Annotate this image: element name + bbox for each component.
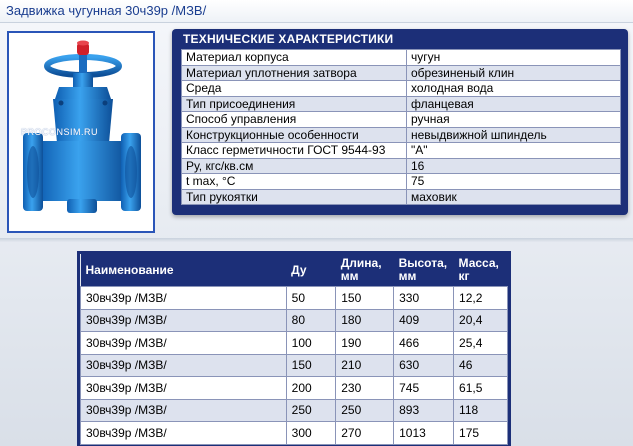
header-length: Длина, мм [336, 254, 394, 287]
cell-mass: 46 [454, 354, 508, 377]
spec-row [182, 189, 621, 205]
table-row [81, 287, 508, 310]
header-mass: Масса, кг [454, 254, 508, 287]
cell-height: 409 [394, 309, 454, 332]
cell-name: 30вч39р /МЗВ/ [81, 354, 287, 377]
cell-length: 250 [336, 399, 394, 422]
page-title: Задвижка чугунная 30ч39р /МЗВ/ [6, 3, 207, 18]
spec-row [182, 174, 621, 190]
spec-row [182, 65, 621, 81]
spec-value: ручная [407, 112, 621, 128]
cell-height: 466 [394, 332, 454, 355]
cell-height: 1013 [394, 422, 454, 445]
spec-row [182, 143, 621, 159]
table-row [81, 377, 508, 400]
spec-row [182, 81, 621, 97]
cell-name: 30вч39р /МЗВ/ [81, 377, 287, 400]
cell-dn: 200 [286, 377, 336, 400]
cell-name: 30вч39р /МЗВ/ [81, 287, 287, 310]
section-divider [0, 238, 633, 242]
header-name: Наименование [81, 254, 287, 287]
cell-dn: 150 [286, 354, 336, 377]
spec-value: 16 [407, 158, 621, 174]
spec-value: обрезиненый клин [407, 65, 621, 81]
cell-dn: 50 [286, 287, 336, 310]
table-row [81, 332, 508, 355]
cell-length: 190 [336, 332, 394, 355]
table-row [81, 422, 508, 445]
spec-value: фланцевая [407, 96, 621, 112]
cell-dn: 300 [286, 422, 336, 445]
spec-key: Тип рукоятки [182, 189, 407, 205]
header-height: Высота, мм [394, 254, 454, 287]
cell-dn: 100 [286, 332, 336, 355]
cell-length: 230 [336, 377, 394, 400]
spec-value: маховик [407, 189, 621, 205]
cell-height: 745 [394, 377, 454, 400]
cell-dn: 80 [286, 309, 336, 332]
spec-key: Способ управления [182, 112, 407, 128]
spec-key: Конструкционные особенности [182, 127, 407, 143]
cell-length: 150 [336, 287, 394, 310]
cell-mass: 175 [454, 422, 508, 445]
watermark-text: PROCONSIM.RU [21, 127, 99, 137]
title-bar [0, 0, 633, 23]
spec-value: чугун [407, 50, 621, 66]
cell-name: 30вч39р /МЗВ/ [81, 422, 287, 445]
spec-key: t max, °С [182, 174, 407, 190]
table-row [81, 354, 508, 377]
cell-length: 270 [336, 422, 394, 445]
spec-value: "A" [407, 143, 621, 159]
spec-row [182, 127, 621, 143]
spec-row [182, 96, 621, 112]
cell-mass: 12,2 [454, 287, 508, 310]
cell-length: 180 [336, 309, 394, 332]
table-row [81, 399, 508, 422]
spec-value: холодная вода [407, 81, 621, 97]
models-table [80, 254, 508, 445]
spec-heading: ТЕХНИЧЕСКИЕ ХАРАКТЕРИСТИКИ [183, 32, 394, 46]
cell-dn: 250 [286, 399, 336, 422]
cell-height: 630 [394, 354, 454, 377]
cell-length: 210 [336, 354, 394, 377]
spec-value: 75 [407, 174, 621, 190]
spec-key: Материал корпуса [182, 50, 407, 66]
table-row [81, 309, 508, 332]
cell-mass: 25,4 [454, 332, 508, 355]
cell-mass: 118 [454, 399, 508, 422]
spec-table [181, 49, 621, 205]
spec-key: Среда [182, 81, 407, 97]
cell-mass: 61,5 [454, 377, 508, 400]
spec-value: невыдвижной шпиндель [407, 127, 621, 143]
models-header-row [81, 254, 508, 287]
spec-row [182, 158, 621, 174]
spec-row [182, 50, 621, 66]
spec-row [182, 112, 621, 128]
spec-key: Ру, кгс/кв.см [182, 158, 407, 174]
cell-name: 30вч39р /МЗВ/ [81, 332, 287, 355]
product-photo [7, 31, 155, 233]
cell-name: 30вч39р /МЗВ/ [81, 399, 287, 422]
spec-key: Материал уплотнения затвора [182, 65, 407, 81]
cell-height: 330 [394, 287, 454, 310]
header-dn: Ду [286, 254, 336, 287]
spec-key: Тип присоединения [182, 96, 407, 112]
cell-height: 893 [394, 399, 454, 422]
cell-name: 30вч39р /МЗВ/ [81, 309, 287, 332]
cell-mass: 20,4 [454, 309, 508, 332]
spec-key: Класс герметичности ГОСТ 9544-93 [182, 143, 407, 159]
